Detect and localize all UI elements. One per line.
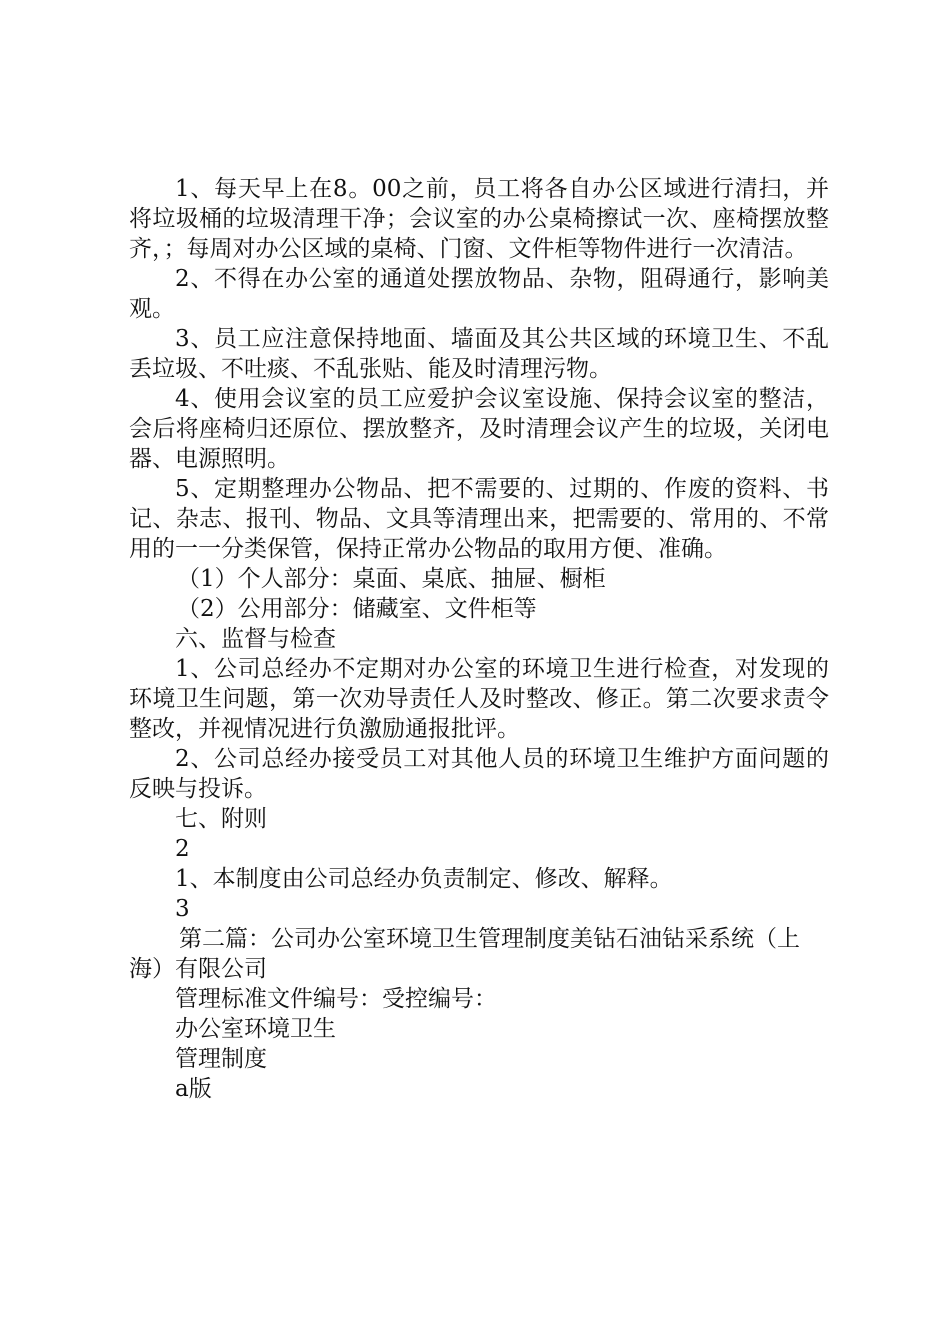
page-marker: 3: [175, 896, 190, 922]
page-marker: 2: [175, 836, 190, 862]
doc-name-line-2: 管理制度: [175, 1046, 267, 1072]
section-six-paragraph-2: 2、公司总经办接受员工对其他人员的环境卫生维护方面问题的反映与投诉。: [129, 746, 829, 802]
paragraph-1: 1、每天早上在8。00之前，员工将各自办公区域进行清扫，并将垃圾桶的垃圾清理干净；会议室的办公桌椅擦试一次、座椅摆放整齐，；每周对办公区域的桌椅、门窗、文件柜等物件进行一次清洁。: [129, 176, 829, 262]
section-six-paragraph-1: 1、公司总经办不定期对办公室的环境卫生进行检查，对发现的环境卫生问题，第一次劝导责任人及时整改、修正。第二次要求责令整改，并视情况进行负激励通报批评。: [129, 656, 829, 742]
section-six-heading: 六、监督与检查: [175, 626, 336, 652]
section-seven-item: 1、本制度由公司总经办负责制定、修改、解释。: [175, 866, 673, 892]
part-two-title: 第二篇：公司办公室环境卫生管理制度美钻石油钻采系统（上海）有限公司: [129, 926, 800, 982]
sub-item-shared: （2）公用部分：储藏室、文件柜等: [177, 596, 537, 622]
document-body: [129, 174, 829, 1104]
paragraph-3: 3、员工应注意保持地面、墙面及其公共区域的环境卫生、不乱丢垃圾、不吐痰、不乱张贴、能及时清理污物。: [129, 326, 829, 382]
doc-number-line: 管理标准文件编号：受控编号：: [175, 986, 497, 1012]
doc-name-line-1: 办公室环境卫生: [175, 1016, 336, 1042]
paragraph-4: 4、使用会议室的员工应爱护会议室设施、保持会议室的整洁，会后将座椅归还原位、摆放整齐，及时清理会议产生的垃圾，关闭电器、电源照明。: [129, 386, 829, 472]
paragraph-5: 5、定期整理办公物品、把不需要的、过期的、作废的资料、书记、杂志、报刊、物品、文具等清理出来，把需要的、常用的、不常用的一一分类保管，保持正常办公物品的取用方便、准确。: [129, 476, 829, 562]
sub-item-personal: （1）个人部分：桌面、桌底、抽屉、橱柜: [177, 566, 606, 592]
section-seven-heading: 七、附则: [175, 806, 267, 832]
version-label: a版: [175, 1076, 212, 1102]
paragraph-2: 2、不得在办公室的通道处摆放物品、杂物，阻碍通行，影响美观。: [129, 266, 829, 322]
